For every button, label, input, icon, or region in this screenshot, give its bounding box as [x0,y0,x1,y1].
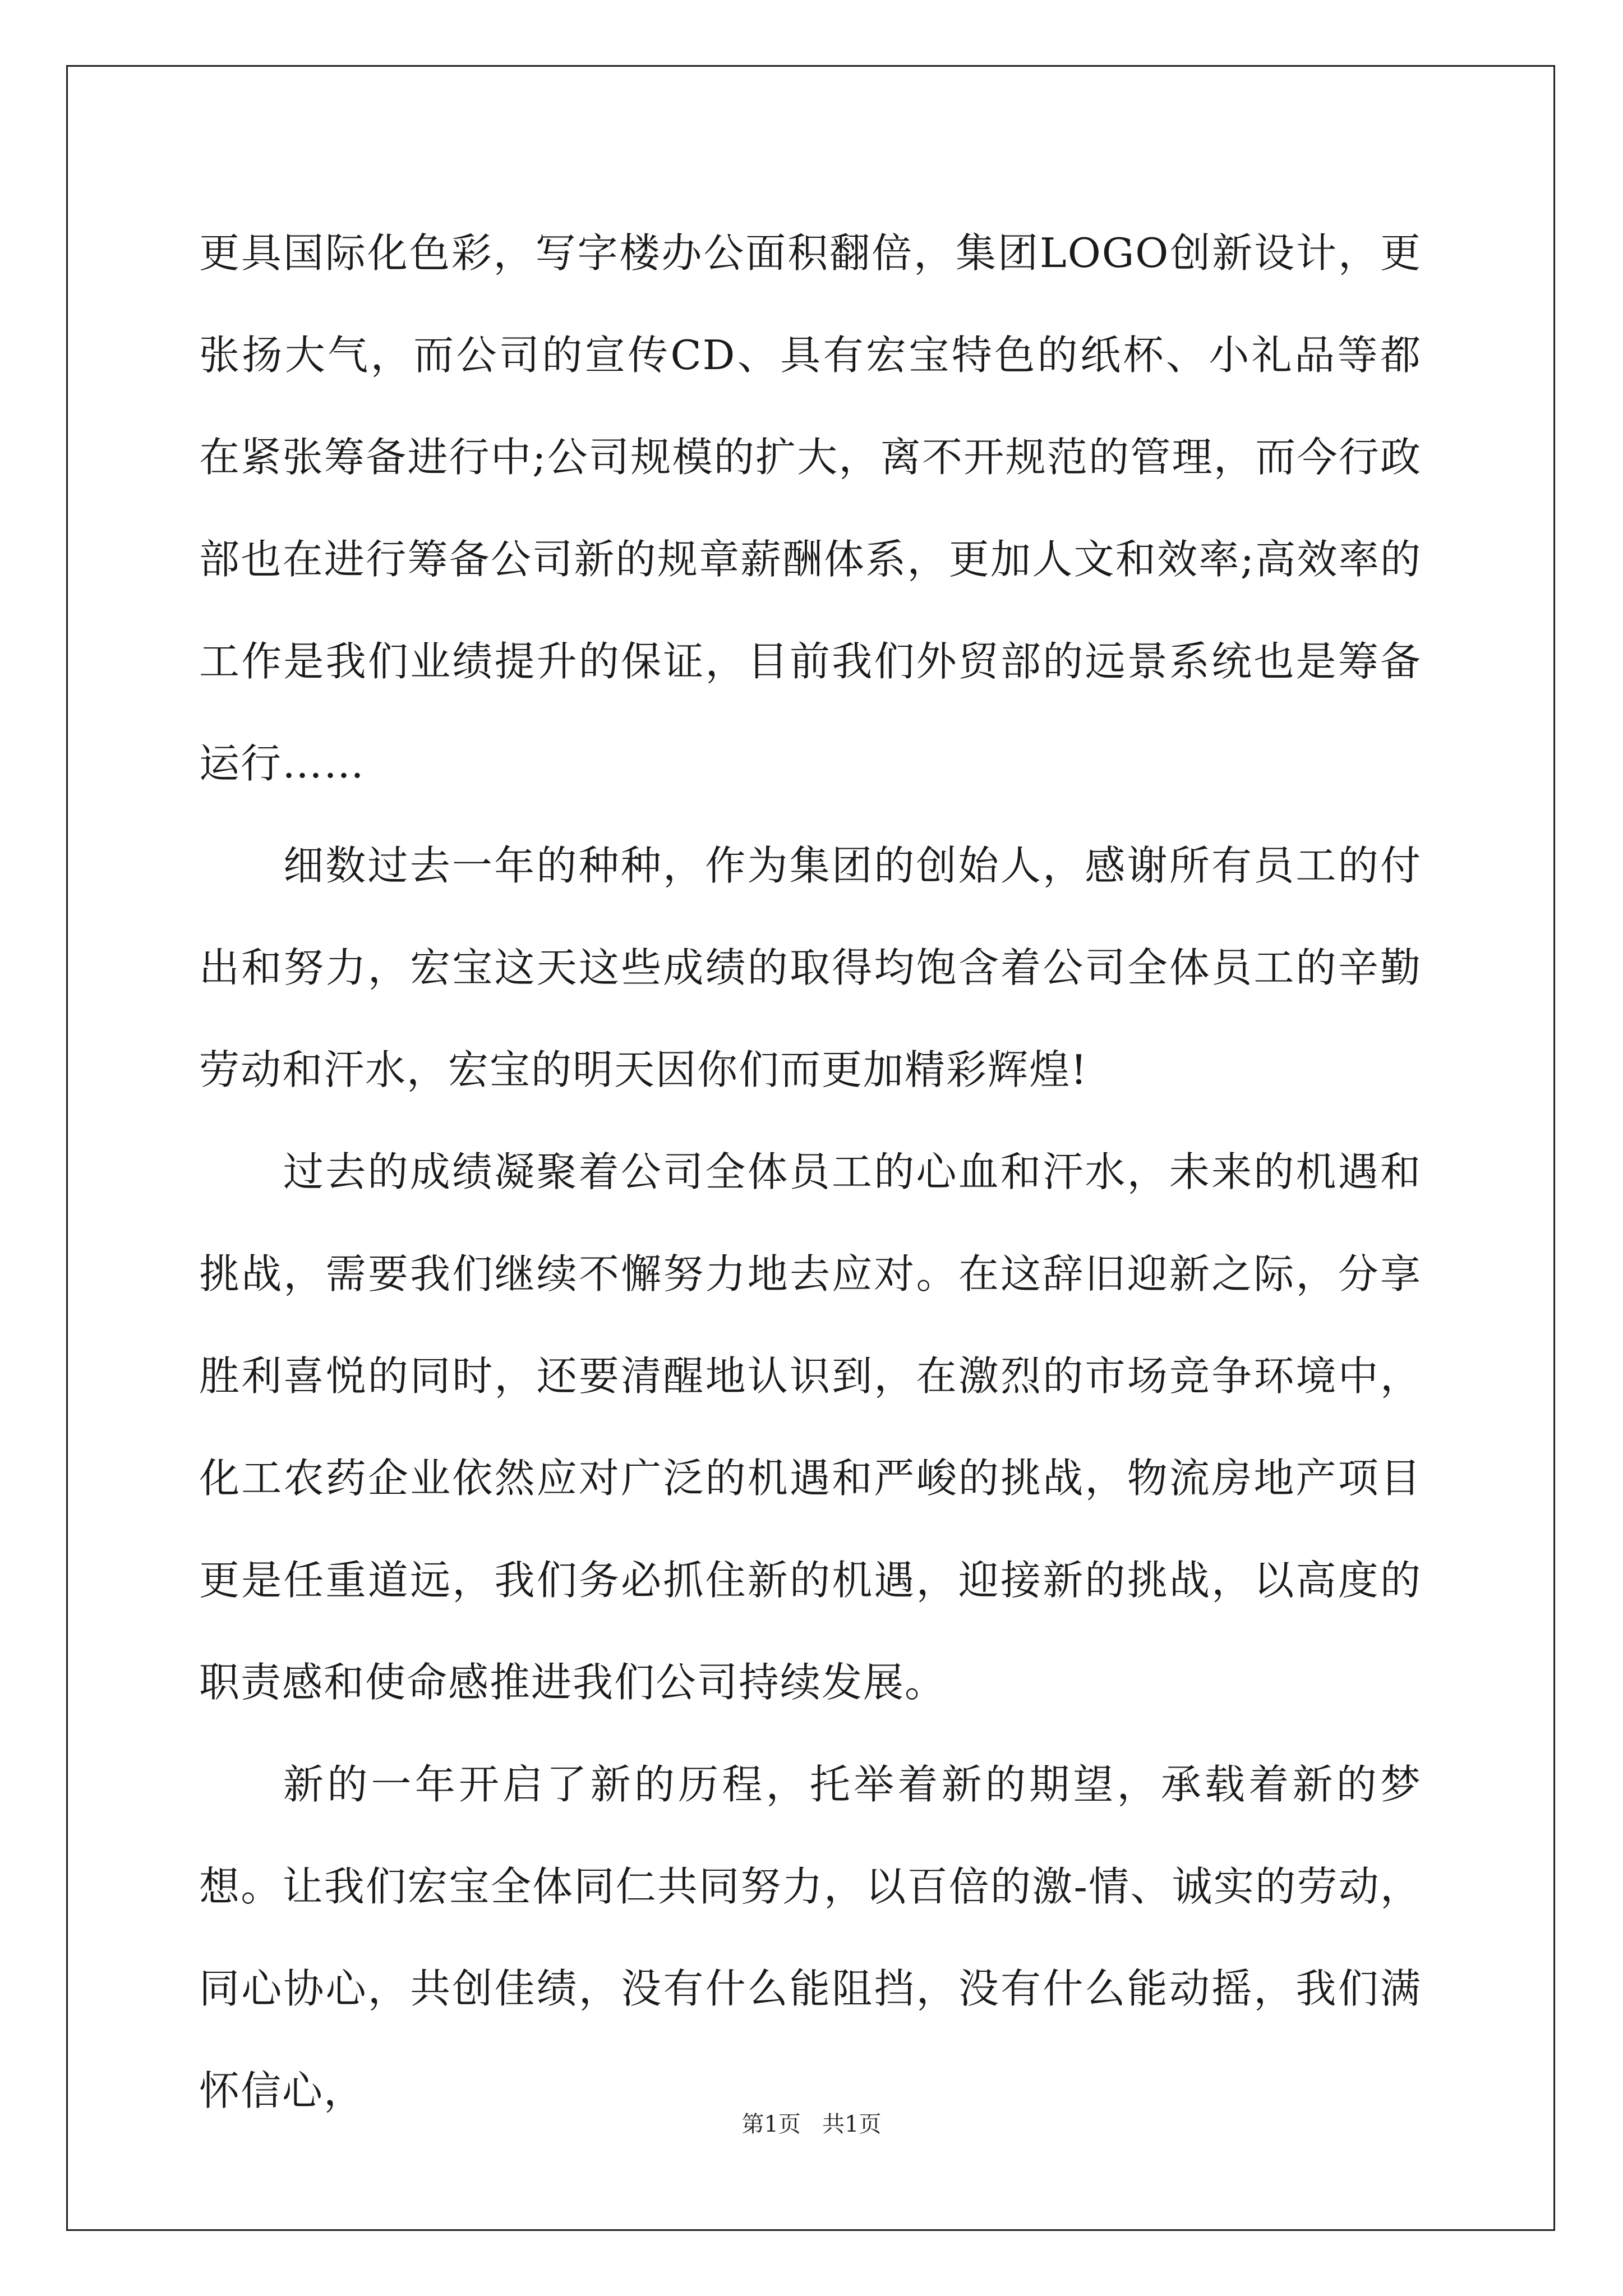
document-body [199,202,1422,2142]
paragraph-3: 过去的成绩凝聚着公司全体员工的心血和汗水，未来的机遇和挑战，需要我们继续不懈努力地去应对。在这辞旧迎新之际，分享胜利喜悦的同时，还要清醒地认识到，在激烈的市场竞争环境中，化工农药企业依然应对广泛的机遇和严峻的挑战，物流房地产项目更是任重道远，我们务必抓住新的机遇，迎接新的挑战，以高度的职责感和使命感推进我们公司持续发展。 [199,1148,1422,1706]
paragraph-1: 更具国际化色彩，写字楼办公面积翻倍，集团LOGO创新设计，更张扬大气，而公司的宣传CD、具有宏宝特色的纸杯、小礼品等都在紧张筹备进行中;公司规模的扩大，离不开规范的管理，而今行政部也在进行筹备公司新的规章薪酬体系，更加人文和效率;高效率的工作是我们业绩提升的保证，目前我们外贸部的远景系统也是筹备运行…… [199,229,1422,787]
paragraph-2: 细数过去一年的种种，作为集团的创始人，感谢所有员工的付出和努力，宏宝这天这些成绩的取得均饱含着公司全体员工的辛勤劳动和汗水，宏宝的明天因你们而更加精彩辉煌! [199,842,1422,1093]
paragraph-4: 新的一年开启了新的历程，托举着新的期望，承载着新的梦想。让我们宏宝全体同仁共同努力，以百倍的激-情、诚实的劳动，同心协心，共创佳绩，没有什么能阻挡，没有什么能动摇，我们满怀信心， [199,1761,1422,2114]
page-footer: 第1页 共1页 [741,2111,882,2137]
